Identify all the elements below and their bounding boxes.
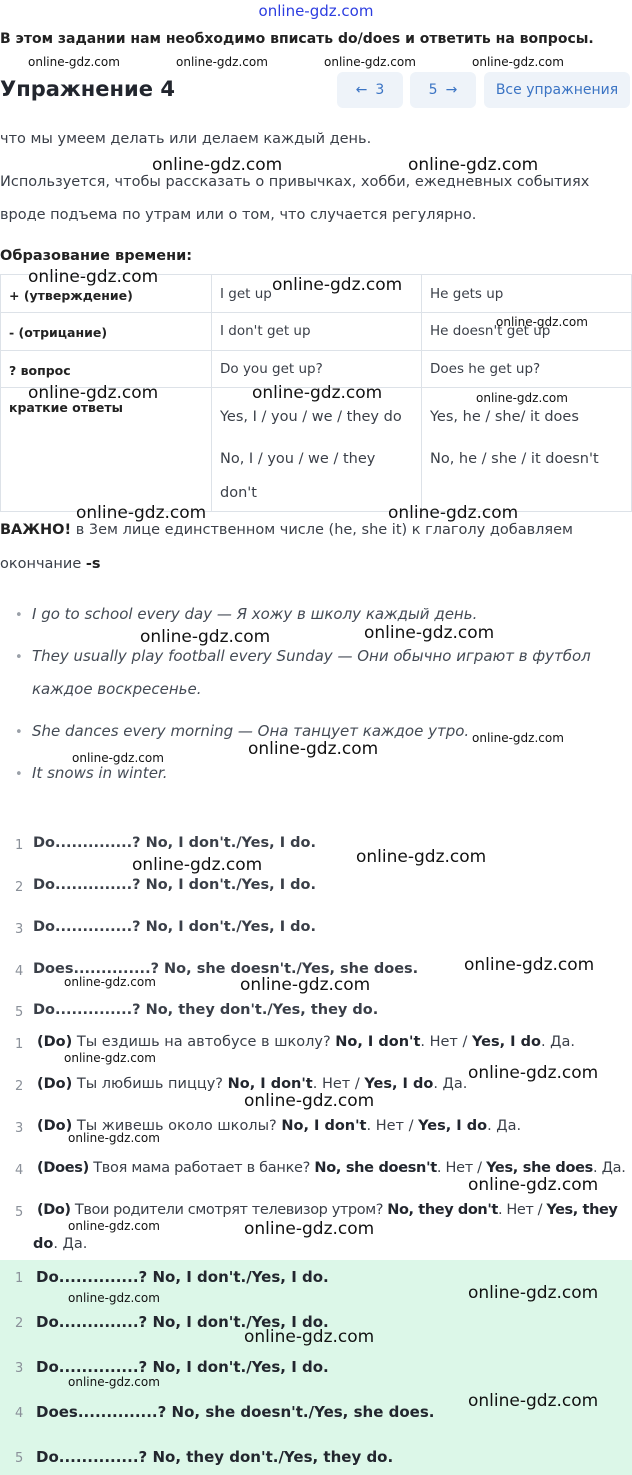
answer-no: No, I don't: [227, 1076, 313, 1092]
table-cell: He gets up: [422, 275, 632, 313]
table-cell: He doesn't get up: [422, 313, 632, 351]
watermark: online-gdz.com: [244, 1219, 375, 1239]
bullet-icon: •: [15, 767, 23, 782]
answer-question: Ты ездишь на автобусе в школу?: [72, 1034, 336, 1050]
answer-item: [37, 1160, 626, 1176]
important-label: ВАЖНО!: [0, 522, 72, 538]
watermark: online-gdz.com: [244, 1327, 375, 1347]
next-exercise-button[interactable]: [410, 72, 476, 108]
answer-item: [37, 1202, 617, 1218]
table-cell: I don't get up: [212, 313, 422, 351]
task-intro: В этом задании нам необходимо вписать do/does и ответить на вопросы.: [0, 31, 594, 47]
watermark: online-gdz.com: [240, 975, 371, 995]
answer-no-translation: . Нет /: [312, 1076, 365, 1092]
paragraph-line: что мы умеем делать или делаем каждый день.: [0, 131, 372, 147]
watermark: online-gdz.com: [468, 1283, 599, 1303]
answer-no-translation: . Нет /: [420, 1034, 472, 1050]
answer-task-item: Do..............? No, I don't./Yes, I do.: [36, 1358, 329, 1376]
answer-task-item: Do..............? No, I don't./Yes, I do.: [36, 1268, 329, 1286]
list-number: 4: [15, 964, 24, 979]
answer-question: Твоя мама работает в банке?: [88, 1160, 315, 1176]
watermark: online-gdz.com: [464, 955, 595, 975]
arrow-left-icon: ←: [355, 82, 368, 98]
watermark: online-gdz.com: [176, 55, 268, 69]
watermark: online-gdz.com: [76, 503, 207, 523]
watermark: online-gdz.com: [324, 55, 416, 69]
list-number: 5: [15, 1205, 24, 1220]
list-number: 3: [15, 922, 24, 937]
answer-no: No, I don't: [281, 1118, 367, 1134]
arrow-right-icon: →: [445, 82, 458, 98]
watermark: online-gdz.com: [272, 275, 403, 295]
answer-yes: Yes, I do: [418, 1118, 488, 1134]
paragraph-line: Используется, чтобы рассказать о привычках, хобби, ежедневных событиях: [0, 174, 590, 190]
watermark: online-gdz.com: [68, 1219, 160, 1233]
watermark: online-gdz.com: [472, 55, 564, 69]
short-answer-yes: Yes, I / you / we / they do: [220, 409, 402, 425]
list-number: 3: [15, 1121, 24, 1136]
short-answer-no: No, I / you / we / they: [220, 451, 376, 467]
short-answer-no-cont: don't: [220, 485, 257, 501]
task-item: Do..............? No, I don't./Yes, I do.: [33, 877, 316, 893]
list-number: 2: [15, 880, 24, 895]
example-item-cont: каждое воскресенье.: [32, 680, 202, 698]
answer-task-item: Do..............? No, I don't./Yes, I do.: [36, 1313, 329, 1331]
important-text: окончание: [0, 556, 86, 572]
task-item: Do..............? No, I don't./Yes, I do.: [33, 835, 316, 851]
prev-exercise-button[interactable]: [337, 72, 403, 108]
list-number: 1: [15, 838, 24, 853]
answer-no-translation: . Нет /: [436, 1160, 487, 1176]
suffix-s: -s: [85, 556, 101, 572]
answer-no: No, she doesn't: [314, 1160, 437, 1176]
list-number: 2: [15, 1079, 24, 1094]
important-text: в 3ем лице единственном числе (he, she it) к глаголу добавляем: [71, 522, 573, 538]
answer-question: Ты живешь около школы?: [72, 1118, 282, 1134]
watermark: online-gdz.com: [356, 847, 487, 867]
site-header-link[interactable]: online-gdz.com: [258, 2, 374, 20]
answer-yes-translation: . Да.: [53, 1236, 88, 1252]
answer-no-translation: . Нет /: [366, 1118, 419, 1134]
important-note-line2: [0, 556, 101, 572]
watermark: online-gdz.com: [132, 855, 263, 875]
watermark: online-gdz.com: [244, 1091, 375, 1111]
watermark: online-gdz.com: [64, 975, 156, 989]
prev-exercise-label: 3: [375, 82, 385, 98]
table-cell: I get up: [212, 275, 422, 313]
short-answer-yes: Yes, he / she/ it does: [430, 409, 579, 425]
bullet-icon: •: [15, 608, 23, 623]
next-exercise-label: 5: [428, 82, 438, 98]
answer-yes-translation: . Да.: [593, 1160, 626, 1176]
watermark: online-gdz.com: [28, 55, 120, 69]
answer-verb: (Does): [37, 1160, 89, 1176]
watermark: online-gdz.com: [248, 739, 379, 759]
list-number: 4: [15, 1406, 24, 1421]
watermark: online-gdz.com: [472, 731, 564, 745]
task-item: Do..............? No, I don't./Yes, I do.: [33, 919, 316, 935]
watermark: online-gdz.com: [140, 627, 271, 647]
answer-no-translation: . Нет /: [497, 1202, 547, 1218]
bullet-icon: •: [15, 650, 23, 665]
answer-yes-translation: . Да.: [433, 1076, 468, 1092]
list-number: 5: [15, 1451, 24, 1466]
answer-no: No, they don't: [387, 1202, 498, 1218]
watermark: online-gdz.com: [468, 1063, 599, 1083]
row-label: - (отрицание): [1, 313, 212, 351]
watermark: online-gdz.com: [72, 751, 164, 765]
example-item: It snows in winter.: [32, 764, 168, 782]
example-item: I go to school every day — Я хожу в школу каждый день.: [32, 605, 478, 623]
watermark: online-gdz.com: [252, 383, 383, 403]
watermark: online-gdz.com: [476, 391, 568, 405]
watermark: online-gdz.com: [152, 155, 283, 175]
table-cell: [422, 388, 632, 512]
watermark: online-gdz.com: [28, 267, 159, 287]
watermark: online-gdz.com: [364, 623, 495, 643]
answer-yes: Yes, they: [546, 1202, 618, 1218]
bullet-icon: •: [15, 725, 23, 740]
answer-item: [37, 1034, 575, 1050]
watermark: online-gdz.com: [64, 1051, 156, 1065]
table-cell: [212, 388, 422, 512]
watermark: online-gdz.com: [28, 383, 159, 403]
list-number: 5: [15, 1005, 24, 1020]
answer-item: [37, 1076, 467, 1092]
answer-task-item: Does..............? No, she doesn't./Yes, she does.: [36, 1403, 435, 1421]
row-label: ? вопрос: [1, 351, 212, 388]
important-note: [0, 522, 573, 538]
formation-heading: Образование времени:: [0, 248, 193, 264]
table-row: [1, 388, 632, 512]
paragraph-line: вроде подъема по утрам или о том, что случается регулярно.: [0, 207, 477, 223]
answer-verb: (Do): [37, 1076, 73, 1092]
page-title: Упражнение 4: [0, 77, 175, 101]
answer-question: Ты любишь пиццу?: [72, 1076, 228, 1092]
row-label: + (утверждение): [1, 275, 212, 313]
answer-verb: (Do): [37, 1202, 71, 1218]
answer-verb: (Do): [37, 1034, 73, 1050]
answer-yes-translation: . Да.: [487, 1118, 522, 1134]
all-exercises-label: Все упражнения: [495, 82, 619, 98]
example-item: They usually play football every Sunday — Они обычно играют в футбол: [32, 647, 591, 665]
table-cell: Do you get up?: [212, 351, 422, 388]
list-number: 3: [15, 1361, 24, 1376]
answer-yes: Yes, she does: [486, 1160, 593, 1176]
watermark: online-gdz.com: [68, 1291, 160, 1305]
task-item: Does..............? No, she doesn't./Yes, she does.: [33, 961, 419, 977]
answer-question: Твои родители смотрят телевизор утром?: [70, 1202, 388, 1218]
list-number: 2: [15, 1316, 24, 1331]
answer-task-item: Do..............? No, they don't./Yes, they do.: [36, 1448, 394, 1466]
list-number: 1: [15, 1037, 24, 1052]
watermark: online-gdz.com: [388, 503, 519, 523]
answer-verb: (Do): [37, 1118, 73, 1134]
answer-yes: Yes, I do: [364, 1076, 434, 1092]
watermark: online-gdz.com: [468, 1175, 599, 1195]
row-label: краткие ответы: [1, 388, 212, 512]
answer-yes: Yes, I do: [471, 1034, 541, 1050]
short-answer-no: No, he / she / it doesn't: [430, 451, 599, 467]
watermark: online-gdz.com: [68, 1375, 160, 1389]
table-row: [1, 351, 632, 388]
watermark: online-gdz.com: [68, 1131, 160, 1145]
table-cell: Does he get up?: [422, 351, 632, 388]
all-exercises-button[interactable]: [484, 72, 630, 108]
answer-yes-translation: . Да.: [540, 1034, 576, 1050]
answer-no: No, I don't: [335, 1034, 421, 1050]
watermark: online-gdz.com: [408, 155, 539, 175]
list-number: 4: [15, 1163, 24, 1178]
answer-item-cont: [33, 1236, 87, 1252]
watermark: online-gdz.com: [496, 315, 588, 329]
task-item: Do..............? No, they don't./Yes, they do.: [33, 1002, 379, 1018]
example-item: She dances every morning — Она танцует каждое утро.: [32, 722, 470, 740]
watermark: online-gdz.com: [468, 1391, 599, 1411]
answer-yes: do: [33, 1236, 54, 1252]
list-number: 1: [15, 1271, 24, 1286]
